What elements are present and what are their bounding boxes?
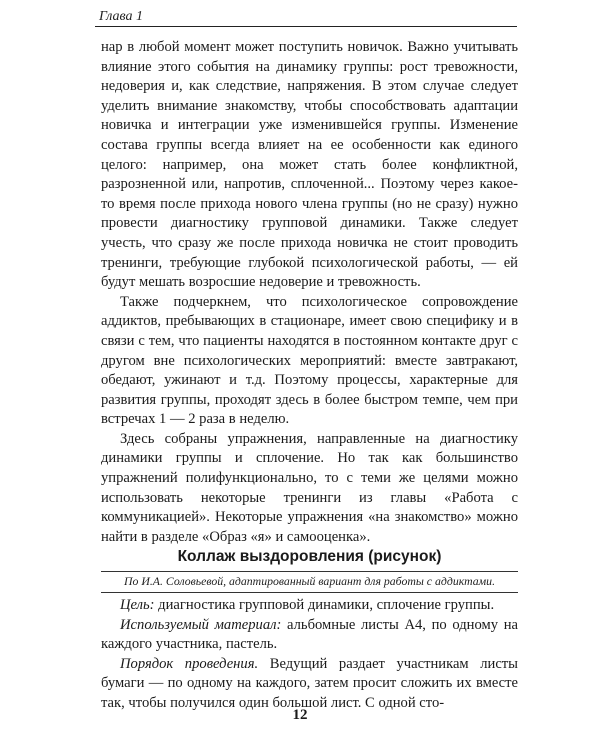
chapter-label: Глава 1 bbox=[99, 9, 143, 24]
section-attribution: По И.А. Соловьевой, адаптированный вариант для работы с аддиктами. bbox=[101, 571, 518, 593]
goal-text: диагностика групповой динамики, сплочение группы. bbox=[154, 597, 495, 613]
section-title: Коллаж выздоровления (рисунок) bbox=[177, 548, 442, 565]
goal-line bbox=[101, 596, 518, 616]
goal-label: Цель: bbox=[120, 597, 155, 613]
procedure-line bbox=[101, 655, 518, 714]
body-text bbox=[101, 38, 518, 547]
procedure-label: Порядок проведения. bbox=[120, 655, 259, 672]
page-number: 12 bbox=[292, 707, 308, 723]
running-header bbox=[95, 6, 517, 27]
material-label: Используемый материал: bbox=[120, 616, 282, 633]
paragraph-continuation: нар в любой момент может поступить новичок. Важно учитывать влияние этого события на динамику группы: рост тревожности, недоверия и, как следствие, напряжения. В этом случае следует уделить внимание знакомству, чтобы способствовать адаптации новичка и интеграции уже изменившейся группы. Изменение состава группы всегда влияет на ее особенности как единого целого: например, она может стать более конфликтной, разрозненной или, напротив, сплоченной... Поэтому через какое-то время после прихода нового члена группы (но не сразу) нужно провести диагностику групповой динамики. Также следует учесть, что сразу же после прихода новичка не стоит проводить тренинги, требующие глубокой психологической работы, — ей будут мешать возросшие недоверие и тревожность. bbox=[101, 39, 518, 291]
paragraph-exercises-overview: Здесь собраны упражнения, направленные на диагностику динамики группы и сплочение. Но так как большинство упражнений полифункционально, то с теми же целями можно использовать некоторые тренинги из главы «Работа с коммуникацией». Некоторые упражнения «на знакомство» можно найти в разделе «Образ «я» и самооценка». bbox=[101, 430, 518, 545]
exercise-description bbox=[101, 596, 518, 714]
material-line bbox=[101, 616, 518, 655]
paragraph-inpatient-specifics: Также подчеркнем, что психологическое сопровождение аддиктов, пребывающих в стационаре, имеет свою специфику и в связи с тем, что пациенты находятся в постоянном контакте друг с другом вне психологических мероприятий: вместе завтракают, обедают, ужинают и т.д. Поэтому процессы, характерные для развития группы, проходят здесь в более быстром темпе, чем при встречах 1 — 2 раза в неделю. bbox=[101, 293, 518, 428]
material-text: альбомные листы А4, по одному на каждого участника, пастель. bbox=[101, 616, 519, 653]
procedure-text: Ведущий раздает участникам листы бумаги — по одному на каждого, затем просит сложить их вместе так, чтобы получился один большой лист. С одной сто- bbox=[101, 655, 518, 711]
